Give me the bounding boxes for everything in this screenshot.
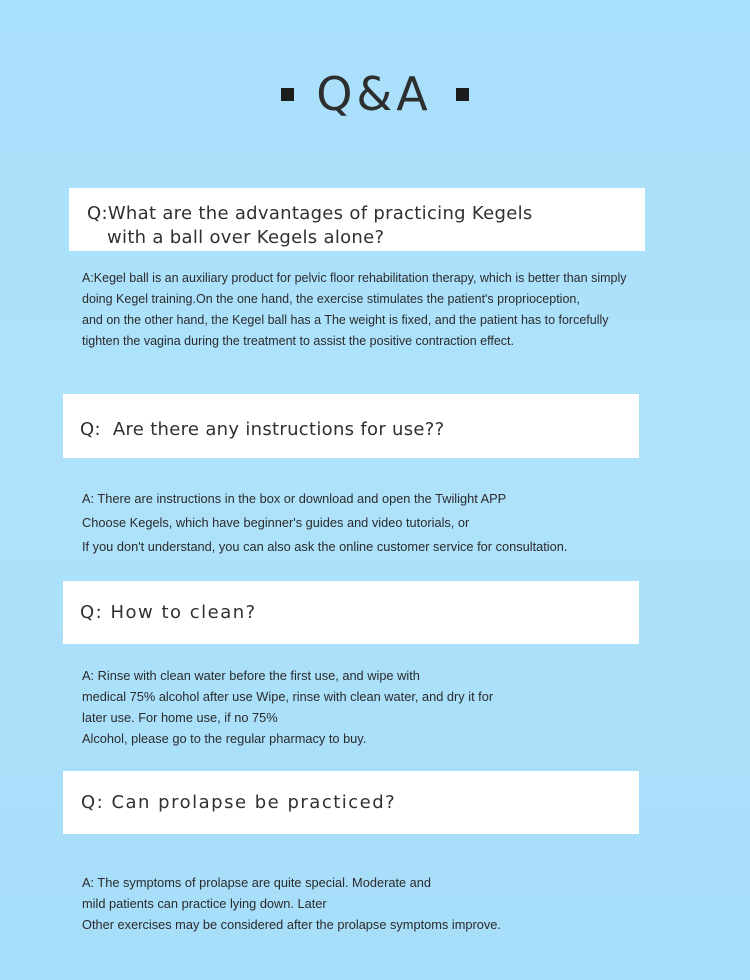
question-box-1: [69, 188, 645, 251]
answer-3-line: later use. For home use, if no 75%: [82, 710, 278, 725]
question-box-4: [63, 771, 639, 834]
answer-1-line: A:Kegel ball is an auxiliary product for pelvic floor rehabilitation therapy, which is better than simply: [82, 271, 627, 285]
answer-3-line: A: Rinse with clean water before the first use, and wipe with: [82, 668, 420, 683]
question-box-2: [63, 394, 639, 458]
answer-2-line: If you don't understand, you can also ask the online customer service for consultation.: [82, 539, 568, 554]
answer-4-line: Other exercises may be considered after the prolapse symptoms improve.: [82, 917, 501, 932]
answer-1: [82, 268, 626, 352]
question-1-line-1: Q:What are the advantages of practicing Kegels: [87, 203, 533, 224]
page-title: Q&A: [316, 67, 432, 121]
question-4: Q: Can prolapse be practiced?: [81, 792, 397, 813]
answer-4-line: A: The symptoms of prolapse are quite special. Moderate and: [82, 875, 432, 890]
answer-3-line: Alcohol, please go to the regular pharmacy to buy.: [82, 731, 367, 746]
square-bullet-icon: [281, 88, 294, 101]
answer-4: [82, 872, 501, 935]
square-bullet-icon: [456, 88, 469, 101]
answer-1-line: doing Kegel training.On the one hand, the exercise stimulates the patient's proprioception,: [82, 292, 580, 306]
answer-2-line: Choose Kegels, which have beginner's guides and video tutorials, or: [82, 515, 470, 530]
question-3: Q: How to clean?: [80, 602, 257, 623]
answer-2: [82, 487, 567, 559]
question-box-3: [63, 581, 639, 644]
answer-3: [82, 665, 493, 749]
page-title-row: [0, 62, 750, 126]
answer-1-line: tighten the vagina during the treatment to assist the positive contraction effect.: [82, 334, 514, 348]
answer-3-line: medical 75% alcohol after use Wipe, rinse with clean water, and dry it for: [82, 689, 494, 704]
question-2: Q: Are there any instructions for use??: [80, 419, 445, 440]
question-1-line-2: with a ball over Kegels alone?: [107, 227, 385, 248]
answer-1-line: and on the other hand, the Kegel ball has a The weight is fixed, and the patient has to forcefully: [82, 313, 609, 327]
answer-2-line: A: There are instructions in the box or download and open the Twilight APP: [82, 491, 507, 506]
answer-4-line: mild patients can practice lying down. Later: [82, 896, 327, 911]
